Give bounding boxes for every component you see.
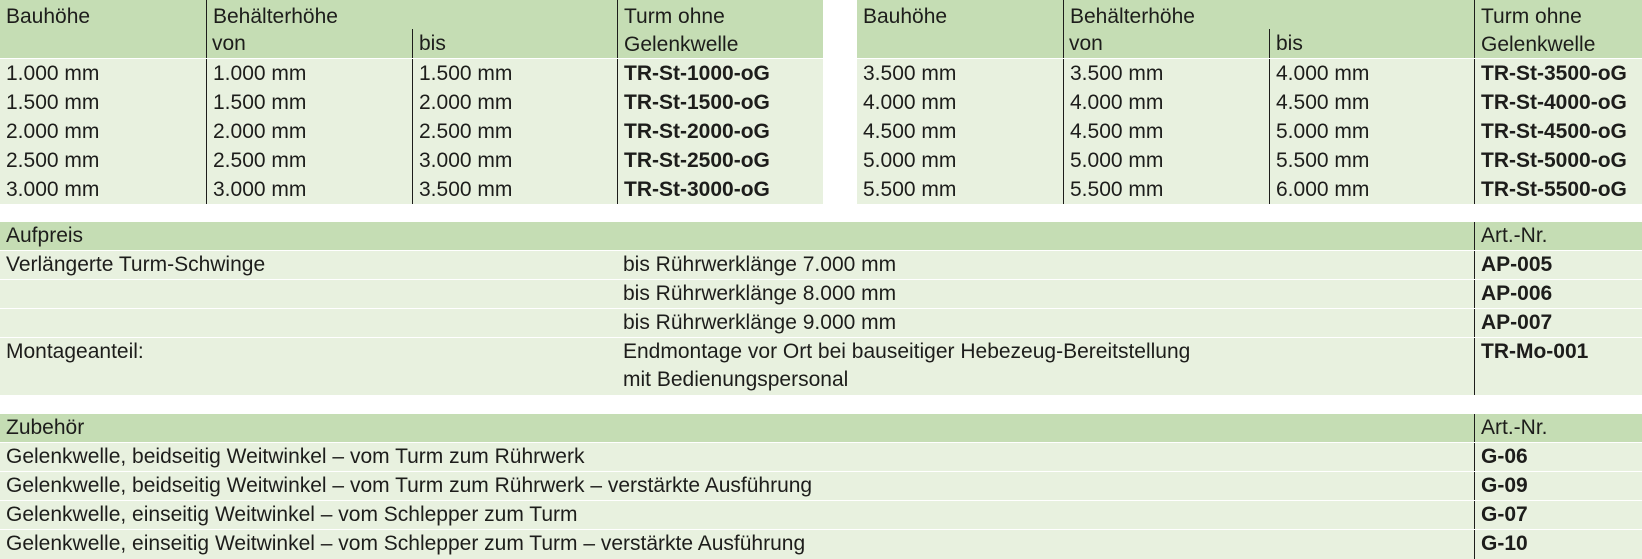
cell-artikel: TR-St-3000-oG [617, 175, 823, 204]
cell-bis: 3.000 mm [412, 146, 617, 175]
cell-bis: 1.500 mm [412, 59, 617, 88]
table-row [0, 146, 823, 175]
cell-von: 4.000 mm [1063, 88, 1269, 117]
table-row [0, 88, 823, 117]
table-row [0, 472, 1642, 500]
cell-von: 5.000 mm [1063, 146, 1269, 175]
table-row [857, 146, 1642, 175]
table-body [857, 59, 1642, 204]
cell-bauhoehe: 1.500 mm [6, 91, 100, 114]
cell-von: 3.500 mm [1063, 59, 1269, 88]
header-von: von [1069, 32, 1103, 55]
header-behaelterhoehe: Behälterhöhe [213, 5, 338, 28]
cell-artikel: TR-St-4500-oG [1474, 117, 1642, 146]
cell-von: 1.500 mm [206, 88, 412, 117]
cell-bauhoehe: 4.500 mm [863, 120, 957, 143]
table-row [857, 88, 1642, 117]
header-turm-line2: Gelenkwelle [624, 33, 739, 56]
table-row [0, 280, 1642, 308]
header-art-nr: Art.-Nr. [1474, 222, 1642, 250]
cell-artikel: G-06 [1474, 443, 1642, 471]
table-header [0, 222, 1642, 250]
cell-von: 2.500 mm [206, 146, 412, 175]
header-turm-line2: Gelenkwelle [1481, 33, 1596, 56]
cell-bauhoehe: 4.000 mm [863, 91, 957, 114]
table-header [857, 0, 1642, 58]
cell-bauhoehe: 3.500 mm [863, 62, 957, 85]
cell-bauhoehe: 5.500 mm [863, 178, 957, 201]
aufpreis-table [0, 222, 1642, 395]
cell-bauhoehe: 5.000 mm [863, 149, 957, 172]
cell-artikel: TR-St-5500-oG [1474, 175, 1642, 204]
cell-bauhoehe: 2.500 mm [6, 149, 100, 172]
table-row [0, 501, 1642, 529]
table-body [0, 59, 823, 204]
cell-artikel: TR-St-2500-oG [617, 146, 823, 175]
table-row [0, 309, 1642, 337]
cell-bis: 2.000 mm [412, 88, 617, 117]
zubehoer-table [0, 414, 1642, 559]
cell-montage-artikel: TR-Mo-001 [1474, 338, 1642, 395]
cell-artikel: TR-St-1000-oG [617, 59, 823, 88]
cell-artikel: G-07 [1474, 501, 1642, 529]
cell-artikel: G-09 [1474, 472, 1642, 500]
cell-artikel: AP-006 [1474, 280, 1642, 308]
cell-bis: 4.000 mm [1269, 59, 1474, 88]
header-bis: bis [419, 32, 446, 55]
cell-artikel: TR-St-3500-oG [1474, 59, 1642, 88]
header-bauhoehe: Bauhöhe [6, 5, 91, 28]
cell-artikel: TR-St-5000-oG [1474, 146, 1642, 175]
turm-table-left [0, 0, 823, 204]
table-row [857, 117, 1642, 146]
table-row [0, 175, 823, 204]
cell-artikel: AP-007 [1474, 309, 1642, 337]
table-header [0, 0, 823, 58]
cell-bis: 3.500 mm [412, 175, 617, 204]
cell-label [0, 309, 617, 337]
header-bis: bis [1276, 32, 1303, 55]
cell-von: 2.000 mm [206, 117, 412, 146]
header-behaelterhoehe: Behälterhöhe [1070, 5, 1195, 28]
cell-artikel: AP-005 [1474, 251, 1642, 279]
cell-montage-label: Montageanteil: [6, 340, 144, 363]
table-row [857, 175, 1642, 204]
cell-label: Gelenkwelle, einseitig Weitwinkel – vom Schlepper zum Turm – verstärkte Ausführung [6, 532, 806, 555]
header-aufpreis: Aufpreis [6, 224, 84, 247]
cell-bauhoehe: 1.000 mm [6, 62, 100, 85]
cell-bis: 2.500 mm [412, 117, 617, 146]
header-turm-line1: Turm ohne [1481, 5, 1582, 28]
table-row [857, 59, 1642, 88]
table-row [0, 251, 1642, 279]
cell-desc: bis Rührwerklänge 8.000 mm [623, 282, 897, 305]
cell-montage-desc-line2: mit Bedienungspersonal [623, 368, 849, 391]
cell-label: Gelenkwelle, einseitig Weitwinkel – vom Schlepper zum Turm [6, 503, 578, 526]
cell-bauhoehe: 2.000 mm [6, 120, 100, 143]
cell-artikel: TR-St-4000-oG [1474, 88, 1642, 117]
header-art-nr: Art.-Nr. [1474, 414, 1642, 442]
table-row [0, 443, 1642, 471]
header-zubehoer: Zubehör [6, 416, 85, 439]
table-header [0, 414, 1642, 442]
cell-label: Verlängerte Turm-Schwinge [6, 253, 266, 276]
header-bauhoehe: Bauhöhe [863, 5, 948, 28]
cell-desc: bis Rührwerklänge 9.000 mm [623, 311, 897, 334]
cell-bauhoehe: 3.000 mm [6, 178, 100, 201]
cell-label: Gelenkwelle, beidseitig Weitwinkel – vom Turm zum Rührwerk – verstärkte Ausführung [6, 474, 813, 497]
cell-von: 3.000 mm [206, 175, 412, 204]
table-row [0, 530, 1642, 559]
cell-bis: 4.500 mm [1269, 88, 1474, 117]
cell-desc: bis Rührwerklänge 7.000 mm [623, 253, 897, 276]
cell-von: 1.000 mm [206, 59, 412, 88]
cell-label [0, 280, 617, 308]
cell-von: 4.500 mm [1063, 117, 1269, 146]
cell-von: 5.500 mm [1063, 175, 1269, 204]
header-turm-line1: Turm ohne [624, 5, 725, 28]
cell-bis: 6.000 mm [1269, 175, 1474, 204]
cell-artikel: G-10 [1474, 530, 1642, 559]
table-row [0, 117, 823, 146]
cell-artikel: TR-St-2000-oG [617, 117, 823, 146]
table-row-montage [0, 338, 1642, 395]
cell-artikel: TR-St-1500-oG [617, 88, 823, 117]
cell-label: Gelenkwelle, beidseitig Weitwinkel – vom Turm zum Rührwerk [6, 445, 585, 468]
turm-table-right [857, 0, 1642, 204]
header-von: von [212, 32, 246, 55]
cell-montage-desc-line1: Endmontage vor Ort bei bauseitiger Hebezeug-Bereitstellung [623, 340, 1191, 363]
cell-bis: 5.500 mm [1269, 146, 1474, 175]
cell-bis: 5.000 mm [1269, 117, 1474, 146]
table-row [0, 59, 823, 88]
